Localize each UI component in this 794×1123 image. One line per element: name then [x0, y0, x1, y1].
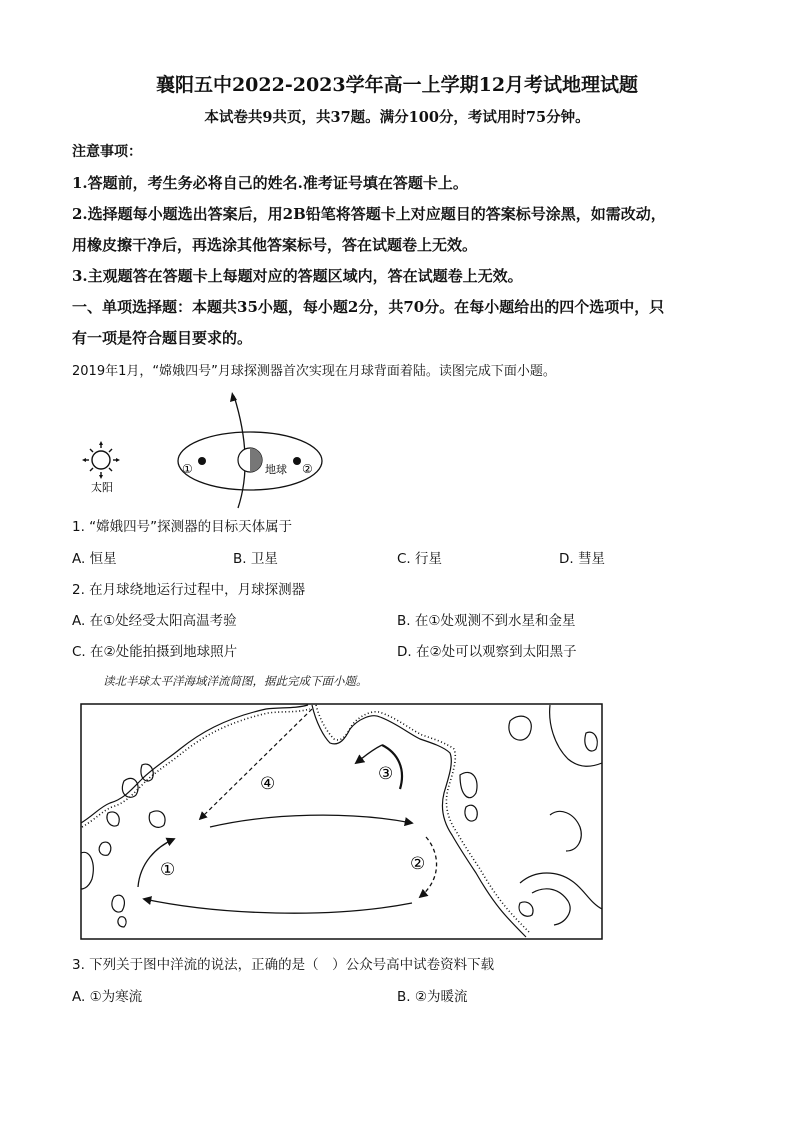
moon-position-1	[198, 457, 206, 465]
question-3-stem: 3. 下列关于图中洋流的说法，正确的是（ ）公众号高中试卷资料下载	[72, 957, 495, 973]
position-label-1: ①	[182, 462, 193, 476]
question-3-option-a: A. ①为寒流	[72, 989, 143, 1005]
moon-position-2	[293, 457, 301, 465]
question-1-option-c: C. 行星	[397, 551, 443, 567]
earth-icon	[238, 448, 262, 472]
question-2-option-c: C. 在②处能拍摄到地球照片	[72, 644, 238, 660]
sun-icon	[82, 441, 120, 479]
question-1-option-a: A. 恒星	[72, 551, 117, 567]
current-label-1: ①	[160, 860, 176, 880]
question-intro-1: 2019年1月，“嫦娥四号”月球探测器首次实现在月球背面着陆。读图完成下面小题。	[72, 364, 556, 379]
notes-heading: 注意事项：	[72, 144, 142, 160]
question-intro-2: 读北半球太平洋海域洋流简图，据此完成下面小题。	[103, 674, 368, 688]
earth-moon-orbit-figure	[72, 388, 352, 510]
page-title: 襄阳五中2022-2023学年高一上学期12月考试地理试题	[155, 74, 639, 96]
north-pacific-currents-map	[80, 703, 603, 941]
question-1-option-b: B. 卫星	[233, 551, 278, 567]
exam-info: 本试卷共9共页，共37题。满分100分，考试用时75分钟。	[204, 109, 590, 126]
note-item-2-cont: 用橡皮擦干净后，再选涂其他答案标号，答在试题卷上无效。	[72, 236, 478, 254]
earth-label: 地球	[265, 463, 287, 476]
question-2-stem: 2. 在月球绕地运行过程中，月球探测器	[72, 582, 306, 598]
question-2-option-a: A. 在①处经受太阳高温考验	[72, 613, 237, 629]
question-1-option-d: D. 彗星	[559, 551, 605, 567]
sun-label: 太阳	[91, 481, 113, 494]
question-2-option-b: B. 在①处观测不到水星和金星	[397, 613, 576, 629]
question-3-option-b: B. ②为暖流	[397, 989, 468, 1005]
question-1-stem: 1. “嫦娥四号”探测器的目标天体属于	[72, 519, 293, 535]
question-2-option-d: D. 在②处可以观察到太阳黑子	[397, 644, 577, 660]
current-label-2: ②	[410, 854, 426, 874]
note-item-3: 3.主观题答在答题卡上每题对应的答题区域内，答在试题卷上无效。	[72, 267, 523, 285]
current-label-3: ③	[378, 764, 394, 784]
section-heading-line2: 有一项是符合题目要求的。	[72, 329, 253, 347]
note-item-2: 2.选择题每小题选出答案后，用2B铅笔将答题卡上对应题目的答案标号涂黑，如需改动，	[72, 205, 666, 223]
section-heading-line1: 一、单项选择题：本题共35小题，每小题2分，共70分。在每小题给出的四个选项中，只	[72, 298, 665, 316]
position-label-2: ②	[302, 462, 313, 476]
note-item-1: 1.答题前，考生务必将自己的姓名.准考证号填在答题卡上。	[72, 174, 468, 192]
current-label-4: ④	[260, 774, 276, 794]
